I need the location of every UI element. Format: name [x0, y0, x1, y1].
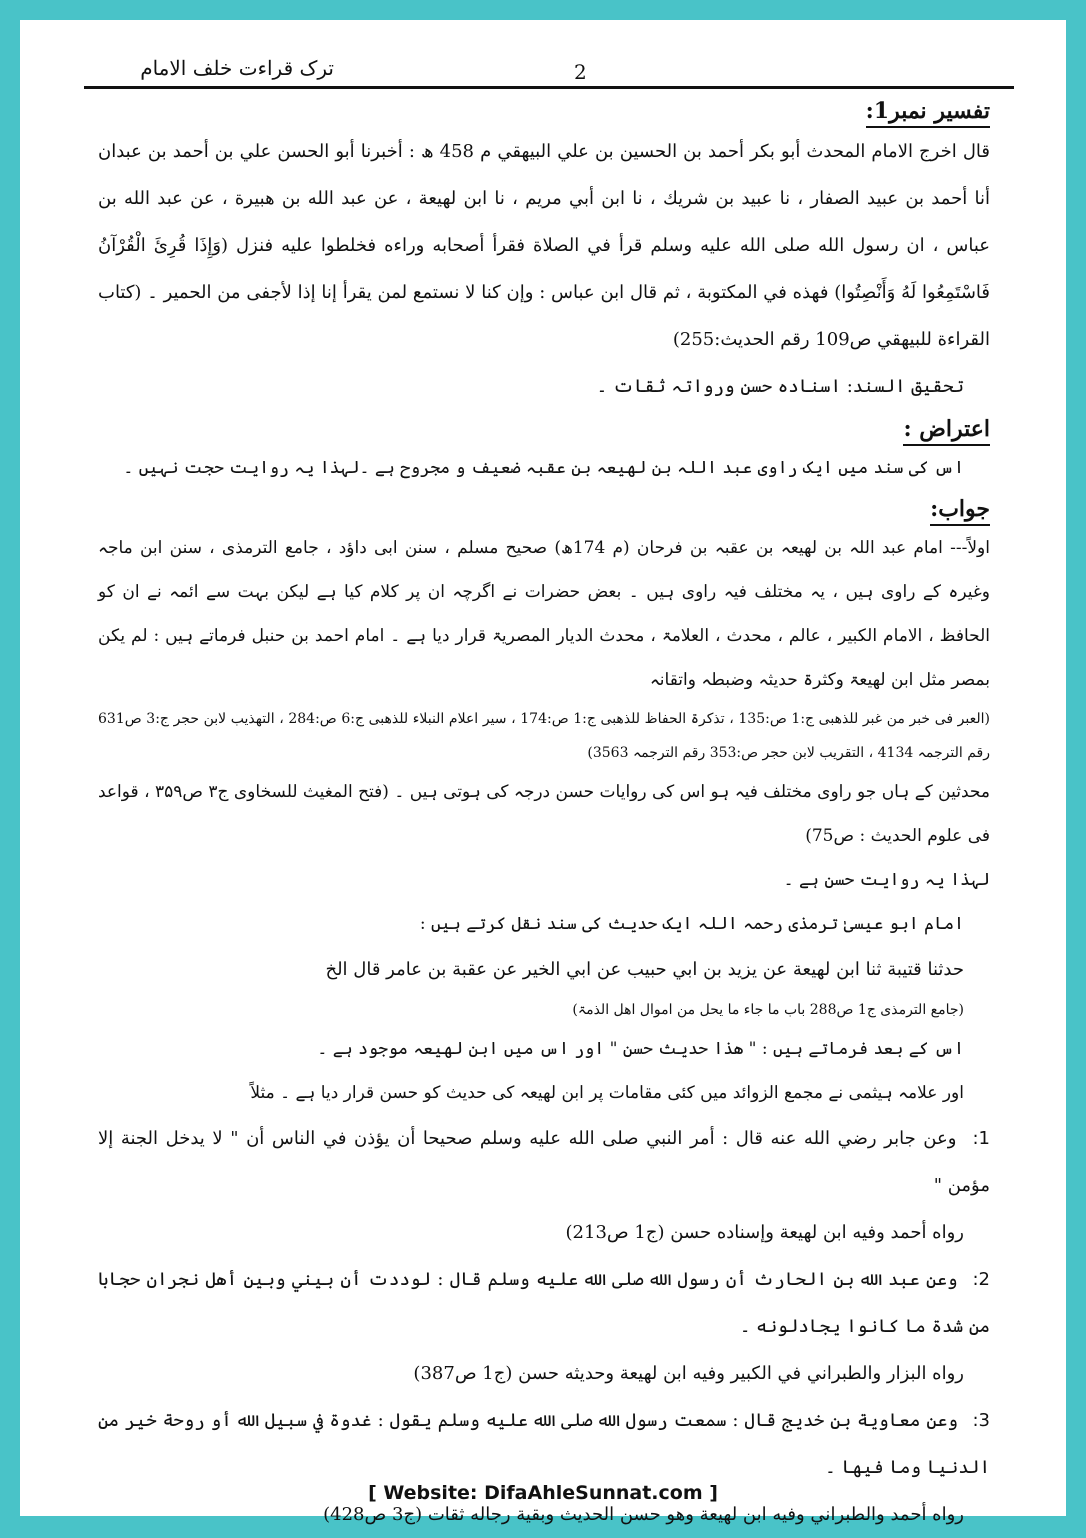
hadith-source: رواه أحمد وفيه ابن لهيعة وإسناده حسن (ج1 ص213)	[565, 1222, 964, 1243]
heading-answer: جواب:	[930, 496, 990, 526]
item-number: 3:	[972, 1410, 990, 1431]
objection-text: اس کی سند میں ایک راوی عبد اللہ بن لھیعہ بن عقبہ ضعیف و مجروح ہے ۔لہذا یہ روایت حجت نہیں ۔	[123, 458, 964, 478]
document-page	[20, 20, 1066, 1525]
item-number: 2:	[972, 1269, 990, 1290]
tahqiq-sanad: تحقیق السند: اسنادہ حسن ورواتہ ثقات ۔	[596, 376, 964, 397]
list-item	[98, 1115, 990, 1256]
page-header	[84, 42, 1014, 89]
website-footer: [ Website: DifaAhleSunnat.com ]	[368, 1482, 718, 1504]
page-content	[98, 92, 990, 1538]
answer-paragraph-4: امام ابو عیسیٰ ترمذی رحمہ اللہ ایک حدیث کی سند نقل کرتے ہیں :	[419, 914, 964, 934]
list-item	[98, 1397, 990, 1538]
reference-2: (جامع الترمذی ج1 ص288 باب ما جاء ما یحل من اموال اھل الذمۃ)	[572, 1002, 964, 1018]
arabic-narration: قال اخرج الامام المحدث أبو بكر أحمد بن الحسين بن علي البيهقي م 458 ھ : أخبرنا أبو الحسن علي بن أحمد بن عبدان أنا أحمد بن عبيد الصفار ، نا عبيد بن شريك ، نا ابن أبي مريم ، نا ابن لهيعة ، عن عبد الله بن هبيرة ، عن عبد الله بن عباس ، ان رسول الله صلى الله عليه وسلم قرأ في الصلاة فقرأ أصحابه وراءه فخلطوا عليه فنزل (وَإِذَا قُرِئَ الْقُرْآنُ فَاسْتَمِعُوا لَهُ وَأَنْصِتُوا) فهذه في المكتوبة ، ثم قال ابن عباس : وإن كنا لا نستمع لمن يقرأ إنا إذا لأجفى من الحمير ۔ (كتاب القراءة للبيهقي ص109 رقم الحديث:255)	[98, 141, 990, 350]
item-number: 1:	[972, 1128, 990, 1149]
heading-tafseer: تفسیر نمبر1:	[866, 98, 990, 128]
reference-1: (العبر فی خبر من غبر للذھبی ج:1 ص:135 ، تذکرۃ الحفاظ للذھبی ج:1 ص:174 ، سیر اعلام النبلاء للذھبی ج:6 ص:284 ، التھذیب لابن حجر ج:3 ص631 رقم الترجمہ 4134 ، التقریب لابن حجر ص:353 رقم الترجمہ 3563)	[98, 711, 991, 761]
list-item	[98, 1256, 990, 1397]
hadith-text: وعن جابر رضي الله عنه قال : أمر النبي صلى الله عليه وسلم صحيحا أن يؤذن في الناس أن " لا يدخل الجنة إلا مؤمن "	[98, 1128, 990, 1196]
answer-paragraph-5: اس کے بعد فرماتے ہیں : " ھذا حدیث حسن " اور اس میں ابن لھیعہ موجود ہے ۔	[317, 1039, 964, 1059]
page-number: 2	[574, 60, 587, 84]
section-tafseer	[98, 92, 990, 410]
header-title: ترک قراءت خلف الامام	[140, 56, 334, 80]
hadith-text: وعن معاوية بن خديج قال : سمعت رسول الله صلى الله عليه وسلم يقول : غدوة في سبيل الله أو روحة خير من الدنيا وما فيها ۔	[98, 1410, 990, 1478]
hadith-list	[98, 1115, 990, 1538]
heading-objection: اعتراض :	[903, 416, 990, 446]
hadith-source: رواه أحمد والطبراني وفيه ابن لهيعة وهو حسن الحديث وبقية رجاله ثقات (ج3 ص428)	[323, 1504, 964, 1525]
section-answer	[98, 490, 990, 1538]
answer-paragraph-6: اور علامہ ہیثمی نے مجمع الزوائد میں کئی مقامات پر ابن لھیعہ کی حدیث کو حسن قرار دیا ہے ۔ مثلاً	[250, 1083, 964, 1103]
hadith-source: رواه البزار والطبراني في الكبير وفيه ابن لهيعة وحديثه حسن (ج1 ص387)	[413, 1363, 964, 1384]
answer-paragraph-1: اولاً--- امام عبد اللہ بن لھیعہ بن عقبہ بن فرحان (م 174ھ) صحیح مسلم ، سنن ابی داؤد ، جامع الترمذی ، سنن ابن ماجہ وغیرہ کے راوی ہیں ، یہ مختلف فیہ راوی ہیں ۔ بعض حضرات نے اگرچہ ان پر کلام کیا ہے لیکن بہت سے ائمہ نے ان کو الحافظ ، الامام الکبیر ، عالم ، محدث ، العلامۃ ، محدث الدیار المصریۃ قرار دیا ہے ۔ امام احمد بن حنبل فرماتے ہیں : لم یکن بمصر مثل ابن لھیعۃ وکثرۃ حدیثہ وضبطہ واتقانہ	[98, 538, 990, 690]
answer-paragraph-3: لہذا یہ روایت حسن ہے ۔	[783, 870, 990, 890]
section-objection	[98, 410, 990, 490]
tirmidhi-sanad: حدثنا قتيبة ثنا ابن لهيعة عن يزيد بن ابي حبيب عن ابي الخير عن عقبة بن عامر قال الخ	[325, 959, 964, 980]
answer-paragraph-2: محدثین کے ہاں جو راوی مختلف فیہ ہو اس کی روایات حسن درجہ کی ہوتی ہیں ۔ (فتح المغیث للسخاوی ج۳ ص۳۵۹ ، قواعد فی علوم الحدیث : ص75)	[97, 782, 990, 846]
hadith-text: وعن عبد الله بن الحارث أن رسول الله صلى الله عليه وسلم قال : لوددت أن بيني وبين أهل نجران حجابا من شدة ما كانوا يجادلونه ۔	[98, 1269, 990, 1337]
